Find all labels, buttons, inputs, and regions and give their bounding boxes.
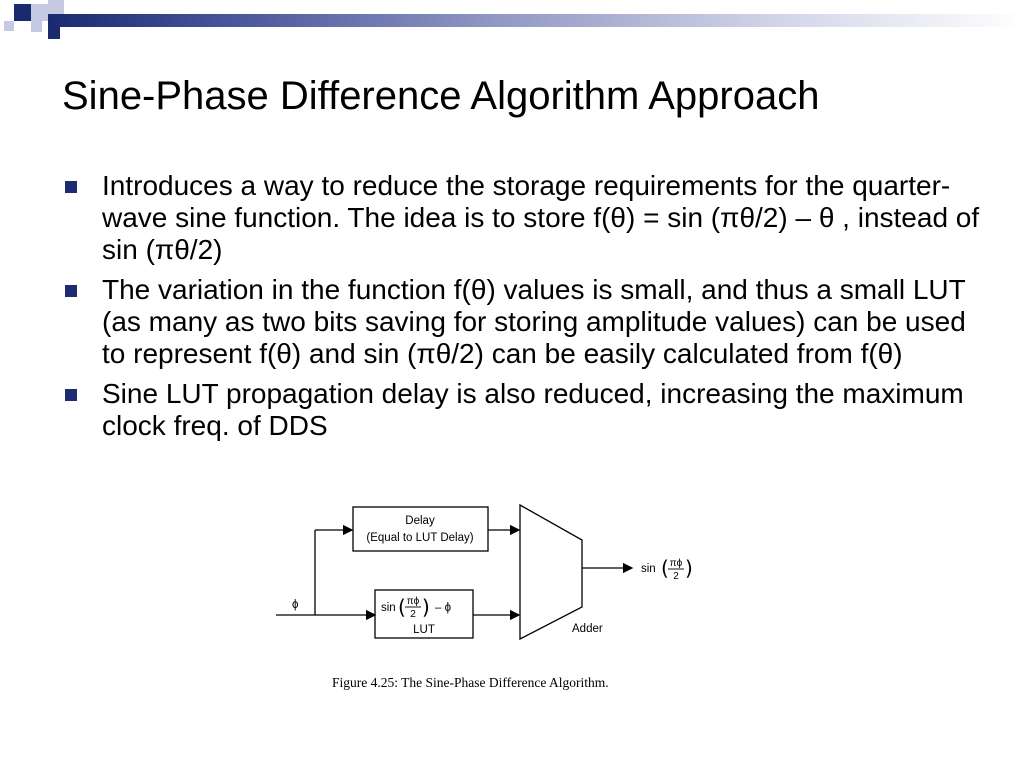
delay-sublabel: (Equal to LUT Delay)	[366, 532, 474, 544]
output-paren-close: )	[685, 556, 693, 580]
bullet-text: Introduces a way to reduce the storage requirements for the quarter-wave sine function. The idea is to store f(θ) = sin (πθ/2) – θ , instead of sin (πθ/2)	[102, 170, 980, 265]
block-diagram-figure	[270, 495, 710, 700]
adder-shape	[520, 505, 582, 639]
lut-minus-phi: – ϕ	[435, 602, 452, 614]
bullet-item	[62, 274, 992, 370]
header-square-light	[31, 4, 48, 21]
bullet-item	[62, 170, 992, 266]
header-decoration	[0, 0, 1024, 40]
header-square-dark	[48, 27, 60, 39]
figure-caption: Figure 4.25: The Sine-Phase Difference Algorithm.	[332, 675, 609, 690]
header-square-dark	[14, 4, 31, 21]
lut-denominator: 2	[410, 609, 416, 620]
header-square-light	[48, 0, 64, 14]
output-denominator: 2	[673, 571, 679, 582]
output-numerator: πϕ	[669, 558, 683, 569]
bullet-text: Sine LUT propagation delay is also reduced, increasing the maximum clock freq. of DDS	[102, 378, 964, 441]
bullet-item	[62, 378, 992, 442]
header-square-light	[31, 21, 42, 32]
adder-label: Adder	[572, 623, 603, 635]
lut-paren-close: )	[422, 595, 430, 619]
bullet-list	[62, 170, 992, 450]
bullet-square-icon	[65, 389, 77, 401]
output-paren-open: (	[661, 556, 669, 580]
delay-box	[353, 507, 488, 551]
input-phi-label: ϕ	[292, 599, 299, 611]
header-gradient-bar	[48, 14, 1024, 27]
lut-paren-open: (	[398, 595, 406, 619]
lut-numerator: πϕ	[406, 596, 420, 607]
slide-title: Sine-Phase Difference Algorithm Approach	[62, 74, 820, 118]
lut-sin-text: sin	[381, 602, 396, 614]
output-sin-text: sin	[641, 563, 656, 575]
bullet-square-icon	[65, 181, 77, 193]
bullet-text: The variation in the function f(θ) values is small, and thus a small LUT (as many as two bits saving for storing amplitude values) can be used to represent f(θ) and sin (πθ/2) can be easily calculated from f(θ)	[102, 274, 966, 369]
lut-label: LUT	[413, 624, 435, 636]
delay-label: Delay	[405, 515, 435, 527]
block-diagram	[270, 495, 710, 700]
header-square-light	[4, 21, 14, 31]
bullet-square-icon	[65, 285, 77, 297]
